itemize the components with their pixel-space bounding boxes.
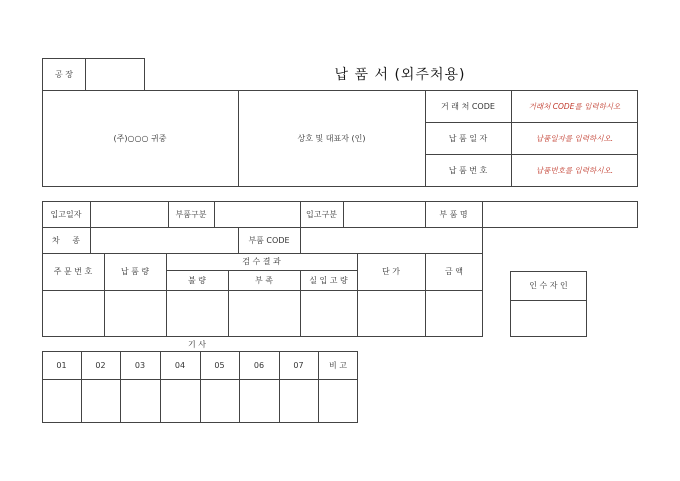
receipt-date-label: 입고일자: [50, 210, 82, 219]
receipt-type-field[interactable]: [344, 202, 424, 227]
notes-field-01[interactable]: [43, 380, 80, 422]
part-name-field[interactable]: [483, 202, 637, 227]
vendor-code-label: 거 래 처 CODE: [441, 101, 495, 111]
notes-field-02[interactable]: [82, 380, 119, 422]
unit-price-field[interactable]: [358, 291, 424, 336]
receiver-label: 인 수 자 인: [529, 281, 568, 290]
notes-col-02: 02: [95, 360, 106, 370]
notes-field-remarks[interactable]: [319, 380, 357, 422]
notes-col-03: 03: [134, 360, 146, 370]
notes-col-01: 01: [56, 360, 67, 370]
receipt-date-field[interactable]: [91, 202, 167, 227]
car-type-field[interactable]: [91, 228, 237, 253]
factory-label: 공 장: [55, 70, 73, 79]
delivery-number-label: 납 품 번 호: [448, 166, 488, 175]
notes-col-remarks: 비 고: [329, 360, 347, 370]
part-name-label: 부 품 명: [439, 210, 468, 219]
actual-qty-field[interactable]: [301, 291, 356, 336]
part-type-field[interactable]: [215, 202, 299, 227]
factory-value-field[interactable]: [85, 58, 145, 91]
receiver-signature-field[interactable]: [511, 301, 586, 336]
notes-field-03[interactable]: [121, 380, 159, 422]
amount-header: 금 액: [445, 267, 463, 276]
notes-col-06: 06: [253, 360, 265, 370]
delivery-date-input[interactable]: 납품일자를 입력하시오.: [535, 133, 614, 143]
defect-field[interactable]: [167, 291, 227, 336]
quantity-field[interactable]: [105, 291, 165, 336]
order-number-field[interactable]: [43, 291, 103, 336]
vendor-code-input[interactable]: 거래처 CODE를 입력하시오: [528, 101, 621, 111]
notes-col-04: 04: [174, 360, 186, 370]
quantity-header: 납 품 량: [120, 267, 150, 276]
part-code-field[interactable]: [301, 228, 482, 253]
notes-field-05[interactable]: [201, 380, 238, 422]
receipt-type-label: 입고구분: [306, 210, 337, 219]
page-title: 납 품 서 (외주처용): [334, 67, 466, 83]
recipient-company: (주)○○○ 귀중: [113, 134, 167, 143]
notes-field-07[interactable]: [280, 380, 317, 422]
notes-col-07: 07: [293, 360, 304, 370]
representative-label: 상호 및 대표자 (인): [297, 134, 366, 143]
defect-header: 불 량: [188, 275, 206, 285]
notes-field-06[interactable]: [240, 380, 278, 422]
amount-field[interactable]: [426, 291, 482, 336]
shortage-field[interactable]: [229, 291, 299, 336]
part-type-label: 부품구분: [175, 210, 207, 219]
inspection-result-header: 검 수 결 과: [242, 257, 281, 266]
notes-col-05: 05: [214, 360, 225, 370]
order-number-header: 주 문 번 호: [53, 267, 93, 276]
notes-field-04[interactable]: [161, 380, 199, 422]
delivery-number-input[interactable]: 납품번호를 입력하시오.: [535, 166, 614, 175]
delivery-date-label: 납 품 일 자: [448, 133, 488, 143]
car-type-label: 차 종: [52, 236, 80, 245]
actual-qty-header: 실 입 고 량: [309, 275, 348, 285]
notes-label: 기 사: [188, 339, 206, 349]
unit-price-header: 단 가: [382, 267, 400, 276]
part-code-label: 부품 CODE: [248, 236, 290, 245]
shortage-header: 부 족: [255, 275, 273, 285]
